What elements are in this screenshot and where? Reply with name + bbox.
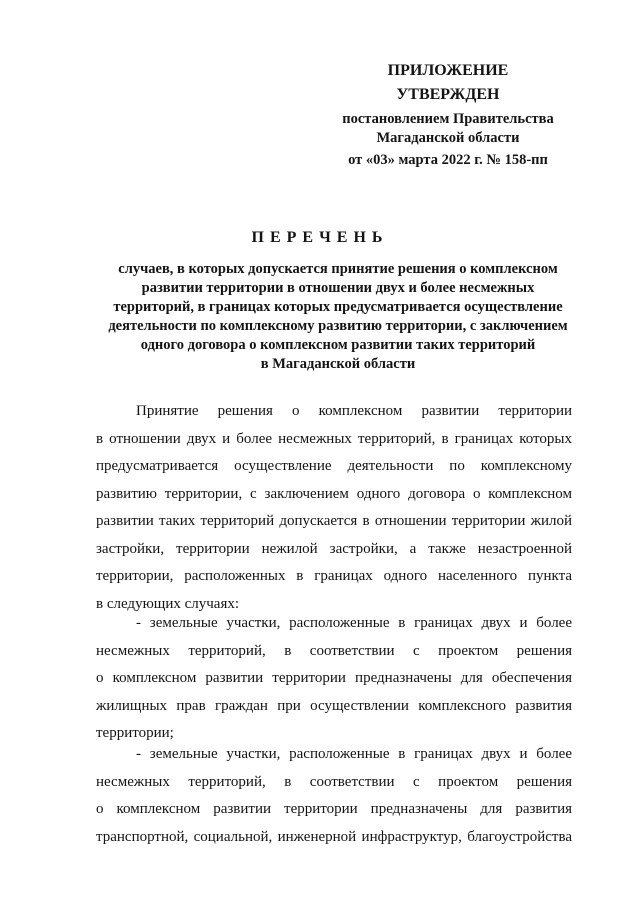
paragraph-line: территории; xyxy=(96,725,174,741)
subtitle-line: одного договора о комплексном развитии таких территорий xyxy=(140,337,536,353)
paragraph-line: несмежных территорий, в соответствии с проектом решения xyxy=(96,773,572,790)
paragraph-line: развитии таких территорий допускается в отношении территории жилой xyxy=(96,513,572,529)
paragraph-line: в отношении двух и более несмежных территорий, в границах которых xyxy=(96,430,572,447)
paragraph-line: территории, расположенных в границах одного населенного пункта xyxy=(96,568,572,584)
paragraph-line: развитию территории, с заключением одного договора о комплексном xyxy=(96,485,572,502)
decree-line-3: от «03» марта 2022 г. № 158-пп xyxy=(348,152,548,168)
paragraph-line: о комплексном развитии территории предназначены для развития xyxy=(96,801,572,817)
document-title: ПЕРЕЧЕНЬ xyxy=(251,229,389,246)
paragraph-line: - земельные участки, расположенные в границах двух и более xyxy=(136,746,572,762)
paragraph-line: о комплексном развитии территории предназначены для обеспечения xyxy=(96,670,572,686)
case-1-paragraph xyxy=(96,610,572,748)
paragraph-line: предусматривается осуществление деятельности по комплексному xyxy=(96,458,572,474)
paragraph-line: несмежных территорий, в соответствии с проектом решения xyxy=(96,642,572,659)
subtitle-line: в Магаданской области xyxy=(260,356,416,372)
document-subtitle xyxy=(94,260,582,374)
decree-line-1: постановлением Правительства xyxy=(342,111,554,127)
paragraph-line: - земельные участки, расположенные в границах двух и более xyxy=(136,615,572,631)
paragraph-line: в следующих случаях: xyxy=(96,595,240,612)
subtitle-line: случаев, в которых допускается принятие решения о комплексном xyxy=(118,261,558,277)
case-2-paragraph xyxy=(96,741,572,851)
paragraph-line: Принятие решения о комплексном развитии территории xyxy=(136,403,572,419)
subtitle-line: развитии территории в отношении двух и более несмежных xyxy=(141,280,535,296)
decree-line-2: Магаданской области xyxy=(376,130,520,146)
paragraph-line: жилищных прав граждан при осуществлении комплексного развития xyxy=(96,697,572,714)
paragraph-line: застройки, территории нежилой застройки, а также незастроенной xyxy=(96,540,572,557)
approved-label: УТВЕРЖДЕН xyxy=(396,86,500,103)
paragraph-line: транспортной, социальной, инженерной инфраструктур, благоустройства xyxy=(96,828,572,845)
subtitle-line: деятельности по комплексному развитию территории, с заключением xyxy=(108,318,568,334)
subtitle-line: территорий, в границах которых предусматривается осуществление xyxy=(113,299,563,315)
appendix-label: ПРИЛОЖЕНИЕ xyxy=(387,62,509,79)
intro-paragraph xyxy=(96,398,572,618)
